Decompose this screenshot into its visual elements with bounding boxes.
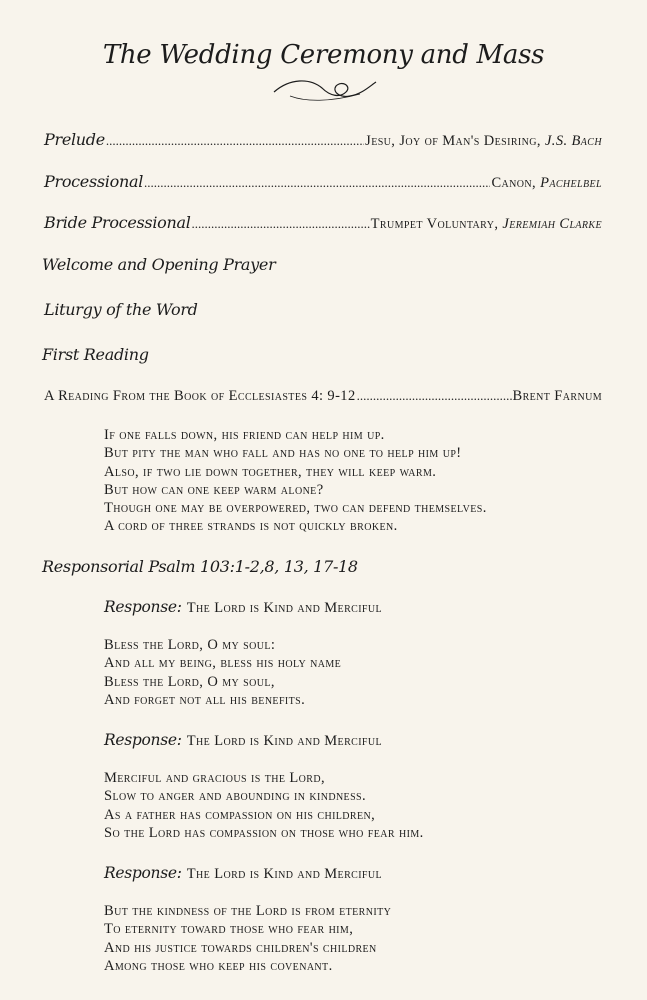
program-label: Processional xyxy=(44,172,144,191)
reading-verse: If one falls down, his friend can help him up. But pity the man who fall and has no one to help him up! Also, if two lie down together, they will keep warm. But how can one keep warm alone? Though one may be overpowered, two can defend themselves. A cord of three strands is not quickly broken. xyxy=(104,427,487,535)
heading-first-reading: First Reading xyxy=(42,345,149,364)
heading-welcome: Welcome and Opening Prayer xyxy=(42,255,276,274)
psalm-response: Response: The Lord is Kind and Merciful xyxy=(104,731,383,749)
heading-psalm: Responsorial Psalm 103:1-2,8, 13, 17-18 xyxy=(42,557,358,576)
program-piece: Canon, Pachelbel xyxy=(491,175,602,191)
program-piece: Trumpet Voluntary, Jeremiah Clarke xyxy=(370,216,602,232)
program-line-bride-processional xyxy=(44,213,602,233)
psalm-stanza: Merciful and gracious is the Lord, Slow to anger and abounding in kindness. As a father has compassion on his children, So the Lord has compassion on those who fear him. xyxy=(104,770,424,841)
program-line-processional xyxy=(44,172,602,192)
dot-leader xyxy=(192,216,370,232)
reading-title: A Reading From the Book of Ecclesiastes 4: 9-12 xyxy=(44,388,356,404)
reading-line xyxy=(44,388,602,405)
dot-leader xyxy=(144,175,490,191)
program-label: Prelude xyxy=(44,130,105,149)
heading-liturgy: Liturgy of the Word xyxy=(44,300,198,319)
program-piece: Jesu, Joy of Man's Desiring, J.S. Bach xyxy=(365,133,602,149)
page-title: The Wedding Ceremony and Mass xyxy=(102,40,545,70)
dot-leader xyxy=(357,388,512,404)
psalm-stanza: Bless the Lord, O my soul: And all my being, bless his holy name Bless the Lord, O my soul, And forget not all his benefits. xyxy=(104,637,342,708)
flourish-ornament xyxy=(270,74,380,104)
psalm-response: Response: The Lord is Kind and Merciful xyxy=(104,598,383,616)
psalm-response: Response: The Lord is Kind and Merciful xyxy=(104,864,383,882)
psalm-stanza: But the kindness of the Lord is from eternity To eternity toward those who fear him, And his justice towards children's children Among those who keep his covenant. xyxy=(104,903,392,974)
program-label: Bride Processional xyxy=(44,213,191,232)
reading-reader: Brent Farnum xyxy=(512,388,602,404)
dot-leader xyxy=(106,133,364,149)
program-line-prelude xyxy=(44,130,602,150)
